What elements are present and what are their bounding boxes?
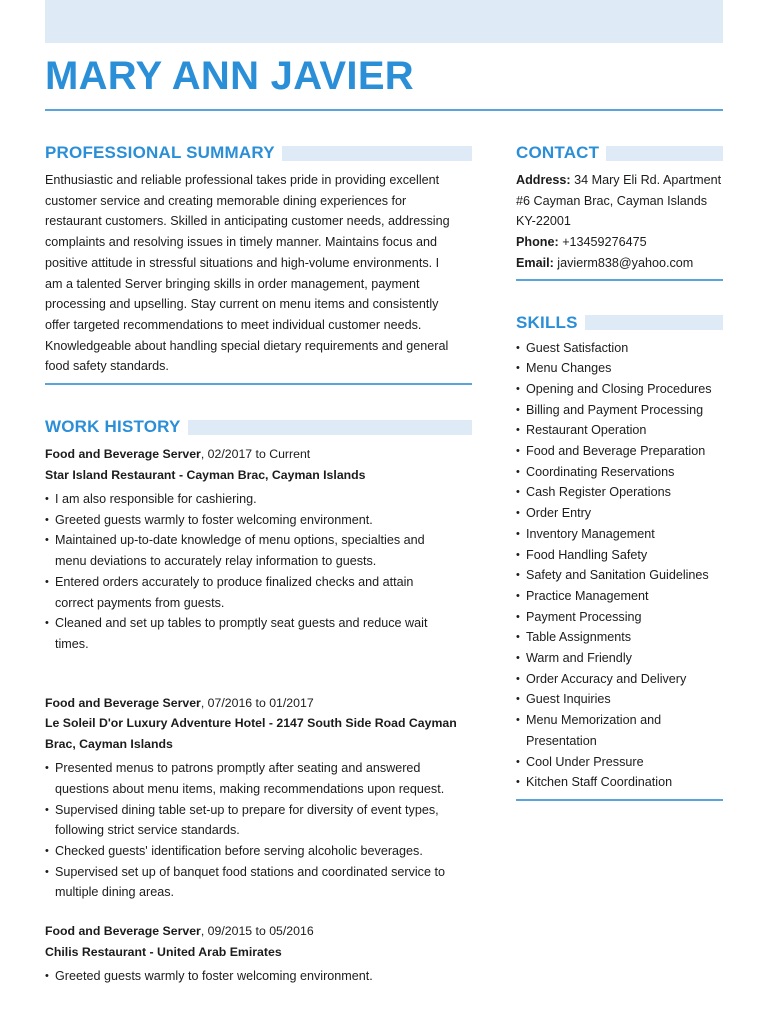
professional-summary-section [45, 143, 472, 385]
job-duties [45, 758, 472, 903]
job-entry [45, 693, 472, 903]
skill-line: • Guest Inquiries [526, 692, 611, 707]
skill-item [516, 338, 723, 359]
summary-line: offer targeted recommendations to meet individual customer needs. [45, 317, 422, 332]
skill-line: • Billing and Payment Processing [526, 402, 704, 417]
skill-line: • Safety and Sanitation Guidelines [526, 568, 709, 583]
summary-text [45, 170, 472, 377]
summary-line: positive attitude in stressful situations and high-volume environments. I [45, 255, 440, 270]
job-duty-item [45, 530, 472, 571]
section-header [516, 313, 723, 333]
skill-line: • Menu Memorization and [526, 713, 662, 728]
section-title: SKILLS [516, 312, 578, 332]
summary-line: restaurant customers. Skilled in anticipating customer needs, addressing [45, 214, 450, 229]
job-title: Food and Beverage Server [45, 447, 201, 462]
summary-line: food safety standards. [45, 359, 169, 374]
summary-line: am a talented Server bringing skills in order management, payment [45, 276, 420, 291]
skill-item [516, 524, 723, 545]
job-duty-line: • Checked guests' identification before serving alcoholic beverages. [55, 843, 423, 858]
skill-line: • Inventory Management [526, 526, 655, 541]
job-list [45, 444, 472, 987]
contact-email [516, 253, 723, 274]
job-duty-line: • Supervised set up of banquet food stations and coordinated service to [55, 864, 445, 879]
job-duties [45, 966, 472, 987]
skill-item [516, 710, 723, 751]
section-title: CONTACT [516, 143, 600, 162]
address-line: #6 Cayman Brac, Cayman Islands [516, 193, 708, 208]
skill-line: • Food Handling Safety [526, 547, 648, 562]
section-title-bar [606, 146, 723, 161]
section-divider [516, 279, 723, 281]
skill-line: • Opening and Closing Procedures [526, 381, 712, 396]
job-duty-item [45, 572, 472, 613]
skill-line: • Cash Register Operations [526, 485, 671, 500]
job-title-separator: , [200, 447, 208, 462]
section-divider [45, 383, 472, 385]
job-duty-line: • I am also responsible for cashiering. [55, 492, 257, 507]
skill-line: • Menu Changes [526, 361, 612, 376]
section-title: PROFESSIONAL SUMMARY [45, 143, 275, 162]
section-title-bar [282, 146, 472, 161]
phone-label: Phone: [516, 235, 559, 250]
job-duty-line: • Cleaned and set up tables to promptly seat guests and reduce wait [55, 616, 428, 631]
section-divider [516, 799, 723, 801]
job-duty-line: correct payments from guests. [55, 595, 225, 610]
skill-item [516, 607, 723, 628]
header-band [45, 0, 723, 43]
job-duty-item [45, 841, 472, 862]
phone-value: +13459276475 [562, 235, 647, 250]
job-title-separator: , [200, 924, 208, 939]
job-entry [45, 444, 472, 655]
skill-line: • Payment Processing [526, 609, 642, 624]
contact-section [516, 143, 723, 281]
job-title-separator: , [200, 695, 208, 710]
job-title-line [45, 693, 472, 714]
skill-item [516, 400, 723, 421]
skill-line: Presentation [526, 733, 597, 748]
email-label: Email: [516, 255, 554, 270]
skills-section [516, 313, 723, 801]
address-line: KY-22001 [516, 214, 571, 229]
summary-line: Knowledgeable about handling special dietary requirements and general [45, 338, 449, 353]
summary-line: customer service and creating memorable dining experiences for [45, 193, 407, 208]
job-duty-line: menu deviations to accurately relay information to guests. [55, 554, 377, 569]
section-header [516, 143, 723, 163]
job-dates: 02/2017 to Current [207, 447, 311, 462]
skill-item [516, 441, 723, 462]
skill-item [516, 503, 723, 524]
job-title-line [45, 921, 472, 942]
job-duty-line: following strict service standards. [55, 823, 240, 838]
address-label: Address: [516, 173, 571, 187]
section-title-bar [585, 315, 723, 330]
job-company: Le Soleil D'or Luxury Adventure Hotel - 2147 South Side Road Cayman [45, 716, 457, 731]
summary-line: Enthusiastic and reliable professional takes pride in providing excellent [45, 173, 440, 187]
work-history-section [45, 417, 472, 987]
header-divider [45, 109, 723, 111]
skill-item [516, 358, 723, 379]
job-dates: 07/2016 to 01/2017 [207, 695, 314, 710]
job-duty-line: • Supervised dining table set-up to prepare for diversity of event types, [55, 802, 439, 817]
job-title: Food and Beverage Server [45, 924, 201, 939]
skill-line: • Cool Under Pressure [526, 754, 644, 769]
summary-line: processing and upselling. Stay current on menu items and consistently [45, 297, 439, 312]
skill-item [516, 648, 723, 669]
job-duties [45, 489, 472, 655]
job-duty-line: • Entered orders accurately to produce finalized checks and attain [55, 574, 414, 589]
section-header [45, 417, 472, 437]
job-title: Food and Beverage Server [45, 695, 201, 710]
job-duty-line: • Presented menus to patrons promptly after seating and answered [55, 761, 421, 776]
job-duty-item [45, 613, 472, 654]
skill-line: • Table Assignments [526, 630, 632, 645]
skill-item [516, 627, 723, 648]
skill-item [516, 420, 723, 441]
skill-line: • Coordinating Reservations [526, 464, 675, 479]
job-company: Star Island Restaurant - Cayman Brac, Cayman Islands [45, 467, 366, 482]
skill-line: • Warm and Friendly [526, 651, 632, 666]
job-duty-line: • Greeted guests warmly to foster welcoming environment. [55, 512, 373, 527]
skills-list [516, 338, 723, 793]
skill-line: • Kitchen Staff Coordination [526, 775, 673, 790]
skill-item [516, 752, 723, 773]
job-duty-item [45, 862, 472, 903]
skill-line: • Guest Satisfaction [526, 340, 629, 355]
skill-item [516, 772, 723, 793]
job-duty-item [45, 489, 472, 510]
main-column [45, 143, 472, 987]
candidate-name: MARY ANN JAVIER [45, 54, 414, 98]
contact-phone [516, 232, 723, 253]
section-header [45, 143, 472, 163]
skill-item [516, 669, 723, 690]
skill-item [516, 462, 723, 483]
skill-line: • Restaurant Operation [526, 423, 647, 438]
sidebar-column [516, 143, 723, 801]
job-duty-item [45, 966, 472, 987]
skill-line: • Practice Management [526, 588, 649, 603]
job-duty-line: times. [55, 636, 89, 651]
address-line: 34 Mary Eli Rd. Apartment [574, 173, 722, 187]
job-duty-item [45, 510, 472, 531]
skill-line: • Food and Beverage Preparation [526, 444, 706, 459]
job-company: Brac, Cayman Islands [45, 736, 173, 751]
job-company: Chilis Restaurant - United Arab Emirates [45, 944, 282, 959]
job-duty-line: • Greeted guests warmly to foster welcoming environment. [55, 969, 373, 984]
job-entry [45, 921, 472, 987]
email-value: javierm838@yahoo.com [557, 255, 694, 270]
skill-item [516, 482, 723, 503]
skill-item [516, 379, 723, 400]
skill-item [516, 565, 723, 586]
job-title-line [45, 444, 472, 465]
job-duty-line: questions about menu items, making recommendations upon request. [55, 781, 445, 796]
job-duty-item [45, 800, 472, 841]
job-dates: 09/2015 to 05/2016 [207, 924, 314, 939]
contact-address [516, 170, 723, 191]
section-title-bar [188, 420, 472, 435]
section-title: WORK HISTORY [45, 417, 181, 437]
job-duty-line: • Maintained up-to-date knowledge of menu options, specialties and [55, 533, 425, 548]
summary-line: complaints and resolving issues in timely manner. Maintains focus and [45, 235, 437, 250]
skill-item [516, 689, 723, 710]
skill-item [516, 586, 723, 607]
skill-line: • Order Accuracy and Delivery [526, 671, 687, 686]
skill-line: • Order Entry [526, 506, 592, 521]
job-duty-item [45, 758, 472, 799]
job-duty-line: multiple dining areas. [55, 885, 175, 900]
skill-item [516, 545, 723, 566]
